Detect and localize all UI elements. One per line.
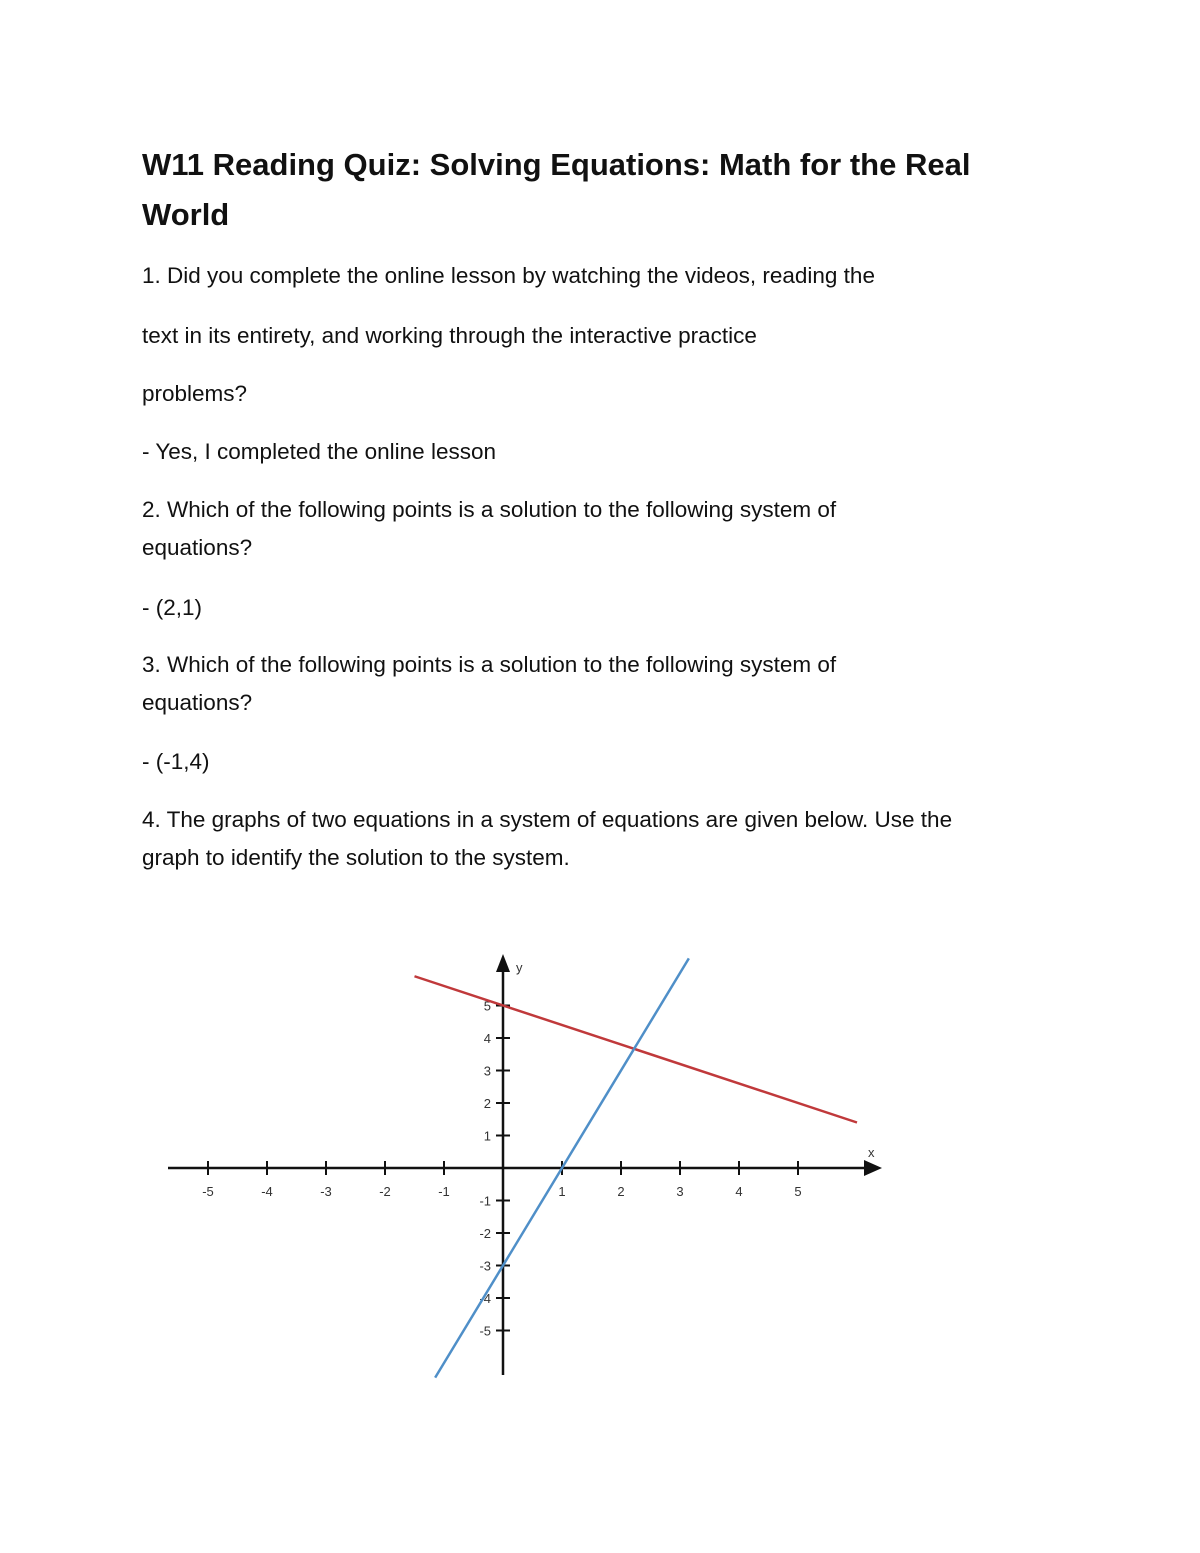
- question-4-line-2: graph to identify the solution to the system.: [142, 845, 570, 870]
- y-tick-label: 2: [483, 1096, 491, 1111]
- question-3-line-1: 3. Which of the following points is a solution to the following system of: [142, 652, 837, 677]
- question-3-line-2: equations?: [142, 690, 253, 715]
- y-tick-label: -2: [479, 1226, 491, 1241]
- document-title: W11 Reading Quiz: Solving Equations: Math for the Real World: [142, 147, 971, 232]
- question-4-line-1: 4. The graphs of two equations in a system of equations are given below. Use the: [142, 807, 953, 832]
- question-1-answer: - Yes, I completed the online lesson: [142, 439, 496, 464]
- question-2-line-1: 2. Which of the following points is a solution to the following system of: [142, 497, 837, 522]
- x-tick-label: -1: [438, 1184, 450, 1199]
- question-1-line-1: 1. Did you complete the online lesson by watching the videos, reading the: [142, 263, 875, 288]
- y-axis-label: y: [516, 960, 523, 975]
- question-2-answer: - (2,1): [142, 595, 203, 620]
- x-tick-label: 3: [676, 1184, 684, 1199]
- y-tick-label: 1: [483, 1128, 491, 1144]
- coordinate-graph: [150, 940, 900, 1390]
- y-tick-label: 5: [483, 998, 491, 1014]
- y-tick-label: -3: [479, 1258, 491, 1274]
- x-tick-label: 5: [794, 1184, 802, 1199]
- y-tick-label: -1: [479, 1193, 491, 1209]
- question-1-line-2: text in its entirety, and working through the interactive practice: [142, 323, 757, 348]
- x-tick-label: 2: [617, 1184, 625, 1199]
- x-tick-label: -4: [261, 1184, 273, 1199]
- y-axis-arrow: [496, 954, 510, 972]
- x-axis-label: x: [868, 1145, 875, 1160]
- x-axis-arrow: [864, 1160, 882, 1176]
- question-1-line-3: problems?: [142, 381, 248, 406]
- y-tick-label: 4: [483, 1031, 491, 1046]
- x-tick-label: 1: [558, 1184, 566, 1199]
- x-tick-label: -3: [320, 1184, 332, 1199]
- y-tick-label: -5: [479, 1323, 491, 1339]
- x-tick-label: -5: [202, 1184, 214, 1199]
- red-line: [415, 976, 858, 1122]
- y-tick-label: -4: [479, 1291, 491, 1306]
- x-tick-label: -2: [379, 1184, 391, 1199]
- y-tick-label: 3: [483, 1063, 491, 1079]
- x-tick-label: 4: [735, 1184, 743, 1199]
- question-2-line-2: equations?: [142, 535, 253, 560]
- question-3-answer: - (-1,4): [142, 749, 210, 774]
